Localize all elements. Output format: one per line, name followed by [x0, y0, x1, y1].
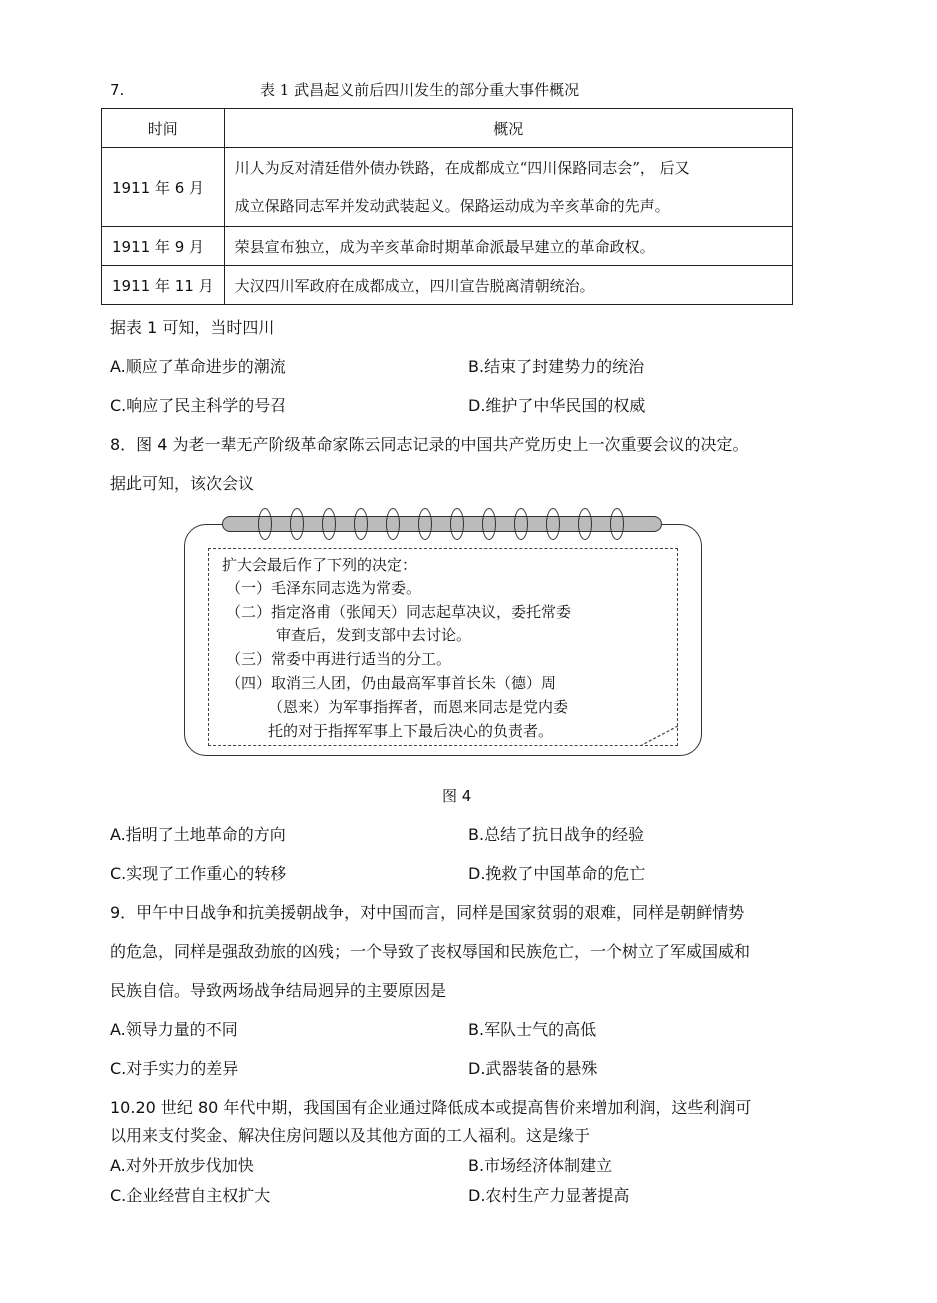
notebook-ring: [546, 508, 560, 540]
option-c: C.响应了民主科学的号召: [110, 396, 287, 415]
column-header-time: 时间: [102, 109, 225, 148]
events-table: [101, 108, 793, 305]
notebook-ring: [258, 508, 272, 540]
option-a: A.对外开放步伐加快: [110, 1156, 254, 1175]
table-cell-time: 1911 年 9 月: [102, 227, 225, 266]
table-cell-summary: 大汉四川军政府在成都成立，四川宣告脱离清朝统治。: [224, 266, 792, 305]
notebook-ring: [290, 508, 304, 540]
option-d: D.挽救了中国革命的危亡: [468, 864, 646, 883]
notebook-ring: [450, 508, 464, 540]
question-stem: 10.20 世纪 80 年代中期，我国国有企业通过降低成本或提高售价来增加利润，这些利润可: [110, 1098, 752, 1117]
notebook-ring: [514, 508, 528, 540]
figure-line: 扩大会最后作了下列的决定：: [222, 556, 418, 574]
option-c: C.实现了工作重心的转移: [110, 864, 287, 883]
notebook-ring: [322, 508, 336, 540]
page-curl-icon: [640, 726, 678, 746]
option-a: A.顺应了革命进步的潮流: [110, 357, 286, 376]
option-d: D.维护了中华民国的权威: [468, 396, 646, 415]
table-cell-summary: 荣县宣布独立，成为辛亥革命时期革命派最早建立的革命政权。: [224, 227, 792, 266]
table-row: [102, 266, 793, 305]
figure-line: （一）毛泽东同志选为常委。: [226, 579, 422, 597]
question-stem: 8．图 4 为老一辈无产阶级革命家陈云同志记录的中国共产党历史上一次重要会议的决定。: [110, 435, 749, 454]
column-header-summary: 概况: [224, 109, 792, 148]
figure-line: 审查后，发到支部中去讨论。: [276, 626, 472, 644]
table-cell-summary: [224, 148, 792, 227]
question-stem: 据此可知，该次会议: [110, 474, 255, 493]
notebook-ring: [354, 508, 368, 540]
figure-line: （三）常委中再进行适当的分工。: [226, 650, 452, 668]
option-d: D.农村生产力显著提高: [468, 1186, 630, 1205]
notebook-ring: [482, 508, 496, 540]
table-caption: 表 1 武昌起义前后四川发生的部分重大事件概况: [260, 81, 580, 99]
option-b: B.市场经济体制建立: [468, 1156, 613, 1175]
summary-line: 川人为反对清廷借外债办铁路，在成都成立“四川保路同志会”， 后又: [234, 159, 690, 177]
notebook-ring: [418, 508, 432, 540]
option-c: C.企业经营自主权扩大: [110, 1186, 271, 1205]
option-a: A.指明了土地革命的方向: [110, 825, 286, 844]
summary-line: 成立保路同志军并发动武装起义。保路运动成为辛亥革命的先声。: [234, 197, 670, 215]
figure-line: （二）指定洛甫（张闻天）同志起草决议，委托常委: [226, 603, 572, 621]
notebook-ring: [578, 508, 592, 540]
question-stem: 民族自信。导致两场战争结局迥异的主要原因是: [110, 981, 447, 1000]
question-number: 7.: [110, 81, 125, 99]
option-d: D.武器装备的悬殊: [468, 1059, 598, 1078]
option-b: B.总结了抗日战争的经验: [468, 825, 645, 844]
figure-line: （四）取消三人团，仍由最高军事首长朱（德）周: [226, 674, 557, 692]
figure-line: 托的对于指挥军事上下最后决心的负责者。: [268, 722, 554, 740]
question-stem: 的危急，同样是强敌劲旅的凶残；一个导致了丧权辱国和民族危亡，一个树立了军威国威和: [110, 942, 751, 961]
option-b: B.结束了封建势力的统治: [468, 357, 645, 376]
notebook-ring: [386, 508, 400, 540]
table-cell-time: 1911 年 6 月: [102, 148, 225, 227]
notebook-spine: [222, 516, 662, 532]
option-a: A.领导力量的不同: [110, 1020, 238, 1039]
table-row: [102, 148, 793, 227]
option-c: C.对手实力的差异: [110, 1059, 239, 1078]
figure-caption: 图 4: [442, 787, 472, 805]
table-header-row: [102, 109, 793, 148]
option-b: B.军队士气的高低: [468, 1020, 597, 1039]
notebook-ring: [610, 508, 624, 540]
figure-line: （恩来）为军事指挥者，而恩来同志是党内委: [268, 698, 569, 716]
question-stem: 据表 1 可知，当时四川: [110, 318, 275, 337]
table-row: [102, 227, 793, 266]
question-stem: 以用来支付奖金、解决住房问题以及其他方面的工人福利。这是缘于: [110, 1126, 591, 1145]
table-cell-time: 1911 年 11 月: [102, 266, 225, 305]
question-stem: 9．甲午中日战争和抗美援朝战争，对中国而言，同样是国家贫弱的艰难，同样是朝鲜情势: [110, 903, 745, 922]
